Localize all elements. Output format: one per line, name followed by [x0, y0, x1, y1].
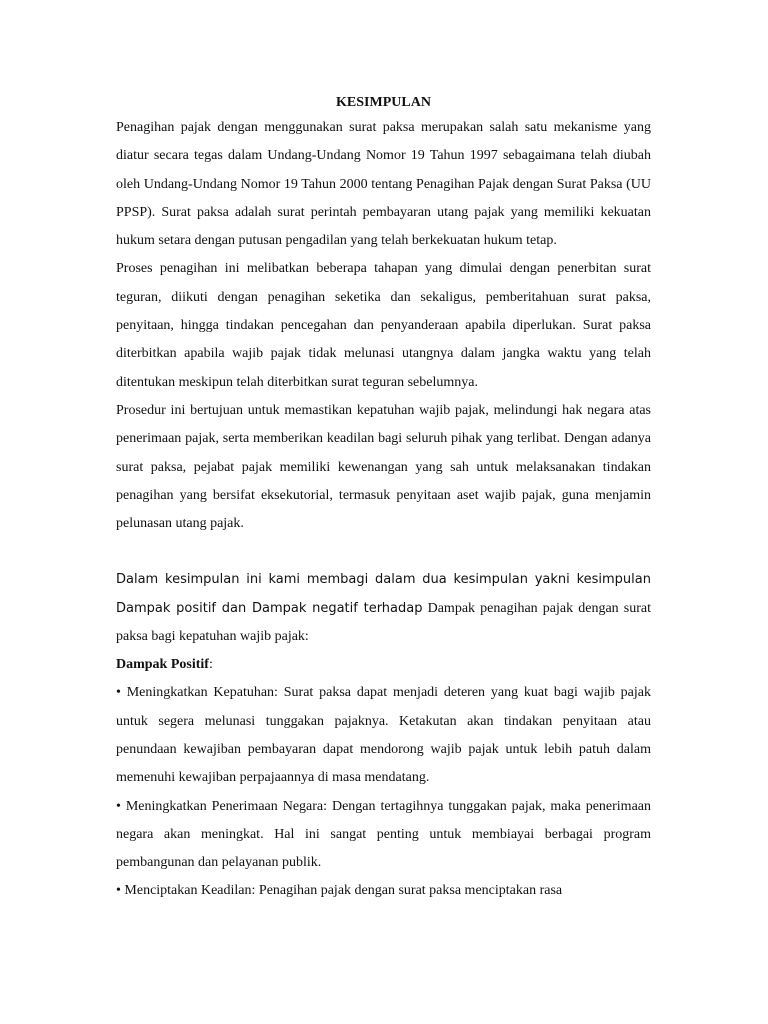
bullet-item: • Meningkatkan Kepatuhan: Surat paksa dapat menjadi deteren yang kuat bagi wajib pajak untuk segera melunasi tunggakan pajaknya. Ketakutan akan tindakan penyitaan atau penundaan kewajiban pembayaran dapat mendorong wajib pajak untuk lebih patuh dalam memenuhi kewajiban perpajaannya di masa mendatang. [116, 685, 651, 786]
paragraph: Penagihan pajak dengan menggunakan surat paksa merupakan salah satu mekanisme yang diatur secara tegas dalam Undang-Undang Nomor 19 Tahun 1997 sebagaimana telah diubah oleh Undang-Undang Nomor 19 Tahun 2000 tentang Penagihan Pajak dengan Surat Paksa (UU PPSP). Surat paksa adalah surat perintah pembayaran utang pajak yang memiliki kekuatan hukum setara dengan putusan pengadilan yang telah berkekuatan hukum tetap. [116, 120, 651, 249]
intro-sans-text: Dalam kesimpulan ini kami membagi dalam dua kesimpulan yakni kesimpulan Dampak positif dan Dampak negatif terhadap [116, 572, 651, 616]
document-title: KESIMPULAN [336, 95, 431, 110]
positive-impact-heading [116, 651, 651, 679]
blank-line [116, 538, 651, 566]
intro-paragraph [116, 566, 651, 651]
paragraph: Prosedur ini bertujuan untuk memastikan kepatuhan wajib pajak, melindungi hak negara atas penerimaan pajak, serta memberikan keadilan bagi seluruh pihak yang terlibat. Dengan adanya surat paksa, pejabat pajak memiliki kewenangan yang sah untuk melaksanakan tindakan penagihan yang bersifat eksekutorial, termasuk penyitaan aset wajib pajak, guna menjamin pelunasan utang pajak. [116, 402, 651, 532]
heading-colon: : [208, 657, 213, 673]
heading-text: Dampak Positif [116, 657, 209, 673]
bullet-item: • Meningkatkan Penerimaan Negara: Dengan tertagihnya tunggakan pajak, maka penerimaan negara akan meningkat. Hal ini sangat penting untuk membiayai berbagai program pembangunan dan pelayanan publik. [116, 798, 651, 871]
document-page [116, 92, 651, 906]
intro-serif-text: Dampak penagihan pajak dengan surat paksa bagi kepatuhan wajib pajak: [116, 600, 651, 645]
paragraph: Proses penagihan ini melibatkan beberapa tahapan yang dimulai dengan penerbitan surat teguran, diikuti dengan penagihan seketika dan sekaligus, pemberitahuan surat paksa, penyitaan, hingga tindakan pencegahan dan penyanderaan apabila diperlukan. Surat paksa diterbitkan apabila wajib pajak tidak melunasi utangnya dalam jangka waktu yang telah ditentukan meskipun telah diterbitkan surat teguran sebelumnya. [116, 261, 651, 390]
bullet-item: • Menciptakan Keadilan: Penagihan pajak dengan surat paksa menciptakan rasa [116, 883, 563, 899]
